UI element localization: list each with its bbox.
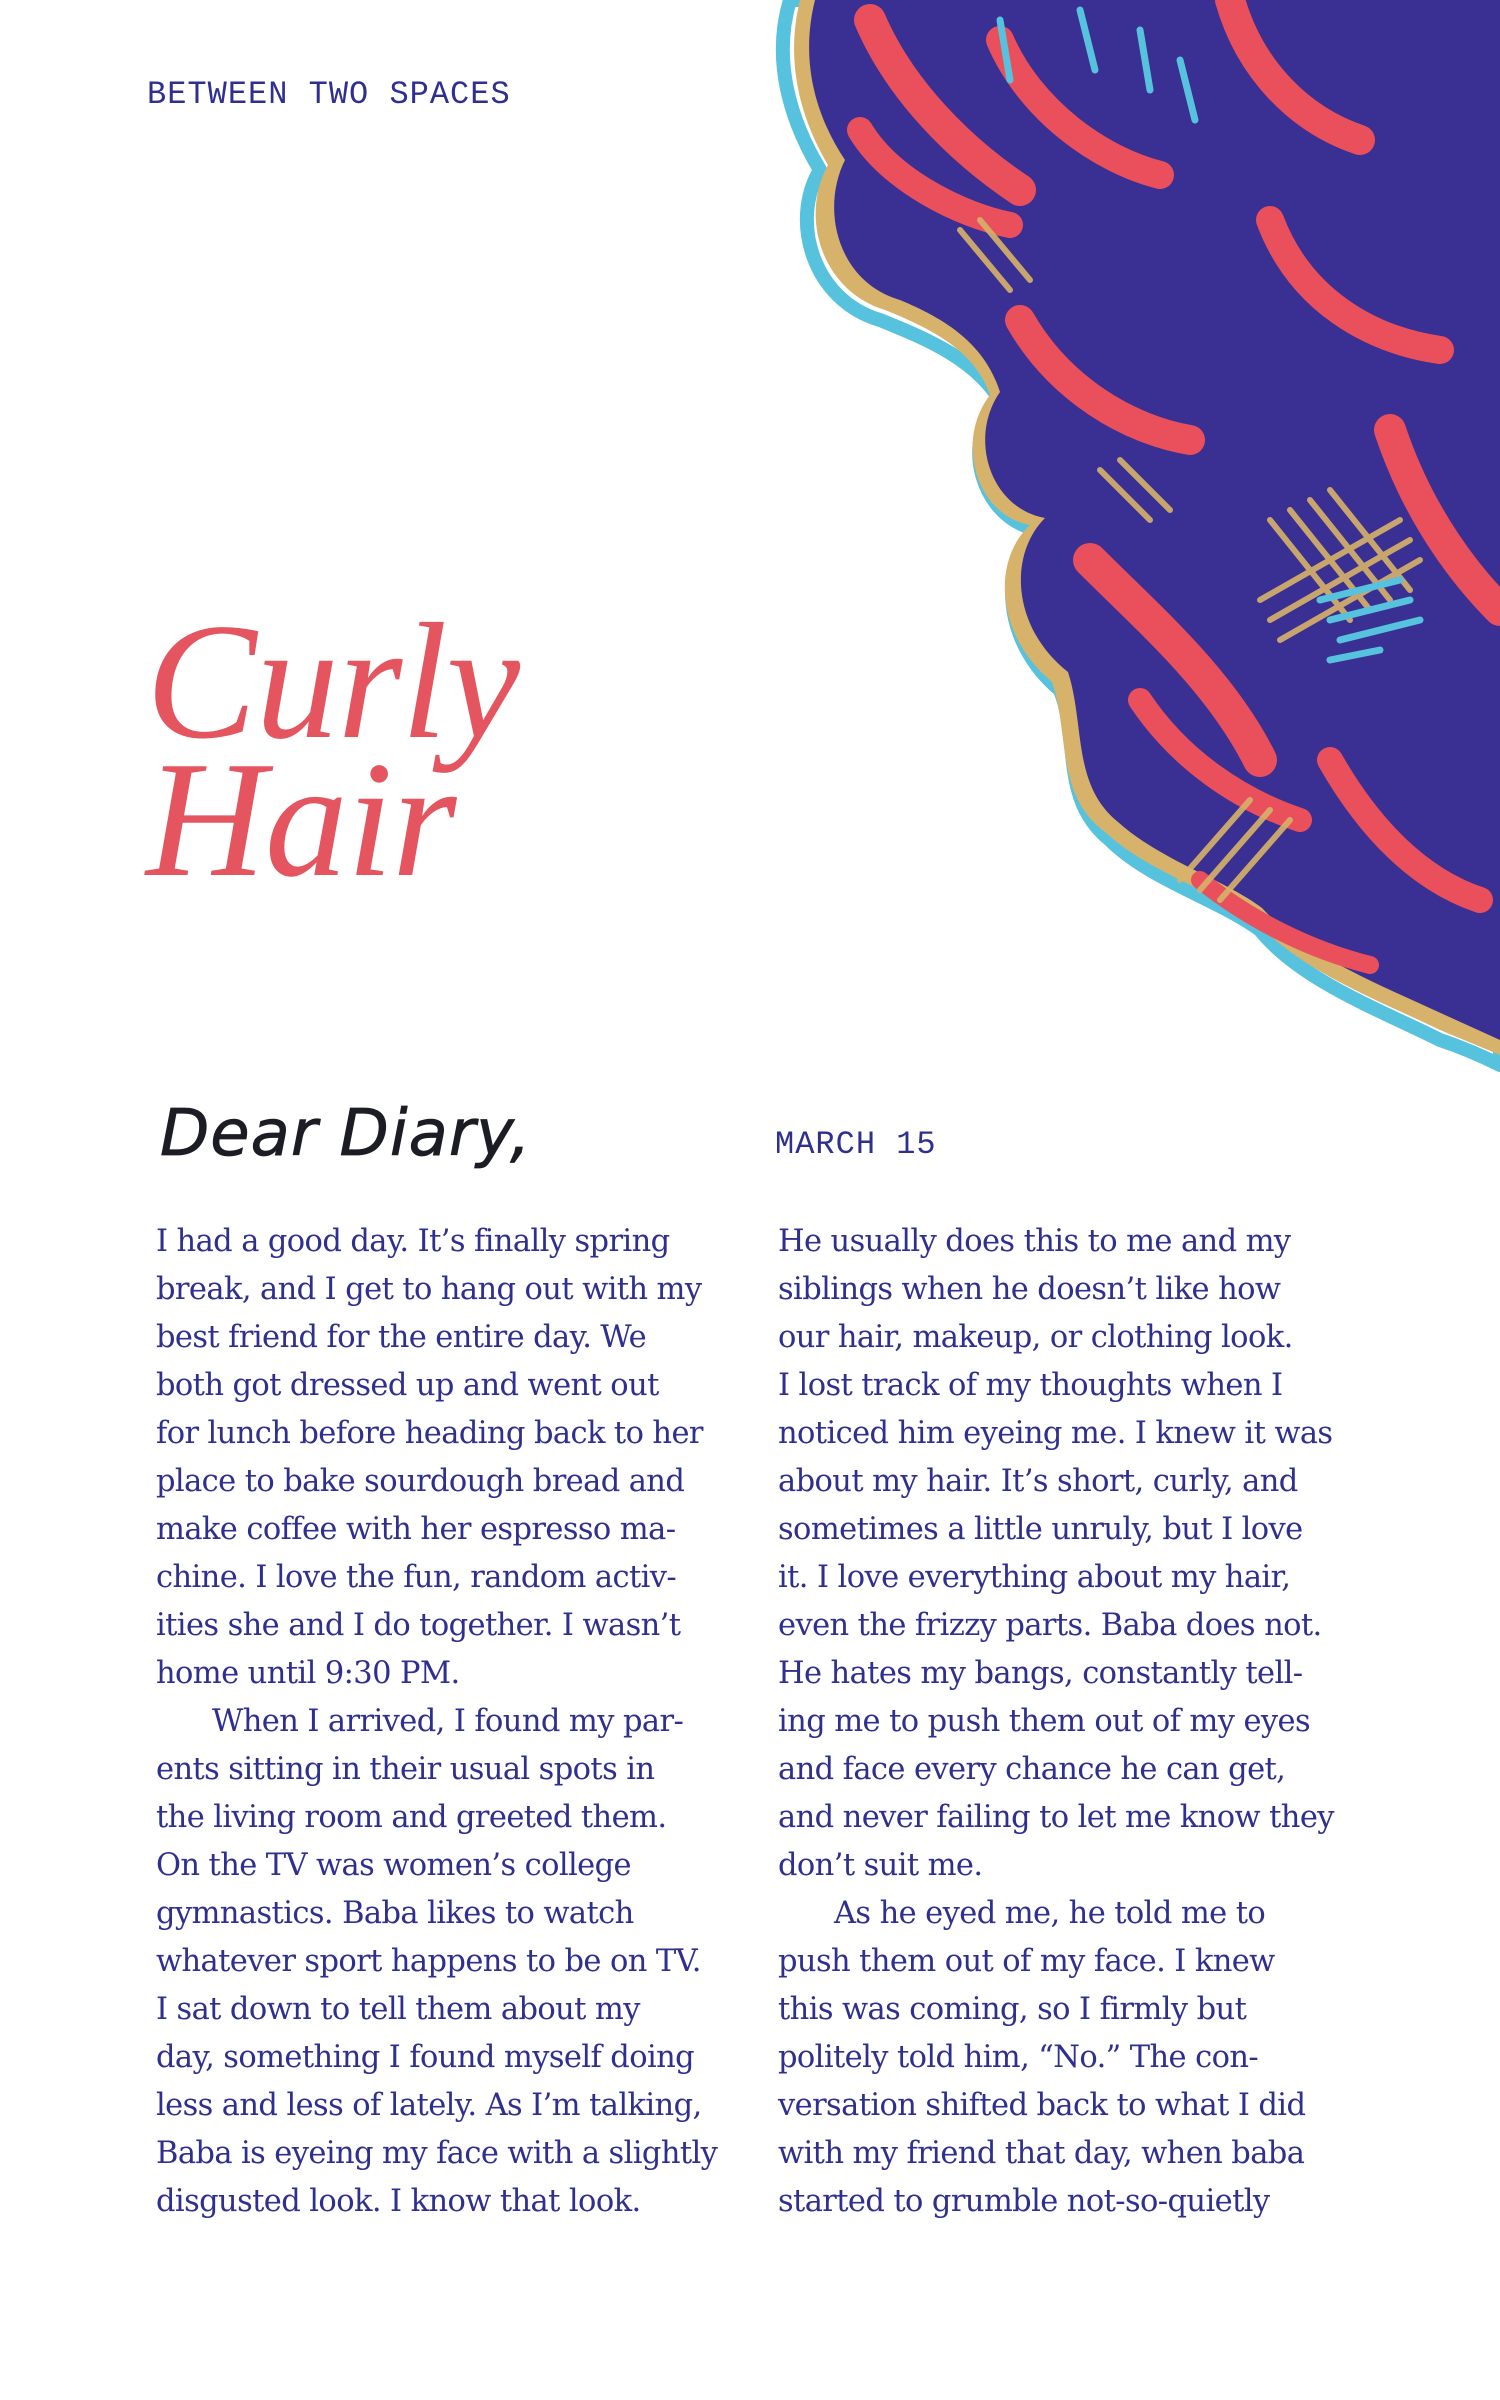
greeting-handwritten [160,1075,620,1205]
body-text-line: day, something I found myself doing [156,2040,695,2075]
body-text-line: started to grumble not-so-quietly [778,2184,1270,2219]
body-text-line: He hates my bangs, constantly tell- [778,1656,1303,1691]
body-column-right [778,1218,1358,2226]
body-text-line: and face every chance he can get, [778,1752,1286,1787]
body-text-line: siblings when he doesn’t like how [778,1272,1281,1307]
body-text-line: noticed him eyeing me. I knew it was [778,1416,1333,1451]
body-text-line: this was coming, so I firmly but [778,1992,1247,2027]
body-text-line: gymnastics. Baba likes to watch [156,1896,634,1931]
body-text-line: about my hair. It’s short, curly, and [778,1464,1298,1499]
body-text-line: our hair, makeup, or clothing look. [778,1320,1293,1355]
body-text-line: and never failing to let me know they [778,1800,1334,1835]
body-text-line: place to bake sourdough bread and [156,1464,685,1499]
body-text-line: I sat down to tell them about my [156,1992,640,2027]
body-text-line: ents sitting in their usual spots in [156,1752,655,1787]
body-text-line: I lost track of my thoughts when I [778,1368,1283,1403]
body-column-left [156,1218,736,2226]
body-text-line: I had a good day. It’s finally spring [156,1224,670,1259]
body-text-line: even the frizzy parts. Baba does not. [778,1608,1322,1643]
body-text-line: whatever sport happens to be on TV. [156,1944,701,1979]
title-line-2: Hair [146,727,456,911]
body-text-line: ities she and I do together. I wasn’t [156,1608,681,1643]
body-text-line: When I arrived, I found my par- [212,1704,684,1739]
body-text-line: less and less of lately. As I’m talking, [156,2088,702,2123]
body-text-line: both got dressed up and went out [156,1368,659,1403]
body-text-line: home until 9:30 PM. [156,1656,460,1691]
body-text-line: make coffee with her espresso ma- [156,1512,676,1547]
body-text-line: don’t suit me. [778,1848,983,1883]
body-text-line: On the TV was women’s college [156,1848,631,1883]
hair-outline-cyan [783,0,1500,1065]
body-text-line: disgusted look. I know that look. [156,2184,641,2219]
body-text-line: Baba is eyeing my face with a slightly [156,2136,718,2171]
article-title [146,589,520,911]
body-text-line: As he eyed me, he told me to [834,1896,1266,1931]
hair-cyan-highlights [1000,10,1420,660]
greeting-text: Dear Diary, [160,1097,532,1171]
entry-date: MARCH 15 [775,1126,937,1163]
body-text-line: sometimes a little unruly, but I love [778,1512,1303,1547]
body-text-line: politely told him, “No.” The con- [778,2040,1259,2075]
title-line-1: Curly [146,589,520,773]
hair-outer-gold [794,0,1500,1055]
body-text-line: best friend for the entire day. We [156,1320,647,1355]
body-text-line: versation shifted back to what I did [778,2088,1306,2123]
body-text-line: the living room and greeted them. [156,1800,667,1835]
body-text-line: for lunch before heading back to her [156,1416,703,1451]
body-text-line: with my friend that day, when baba [778,2136,1305,2171]
body-text-line: push them out of my face. I knew [778,1944,1275,1979]
body-text-line: break, and I get to hang out with my [156,1272,702,1307]
hair-red-curls [860,0,1500,965]
running-head: BETWEEN TWO SPACES [147,76,511,113]
body-text-line: ing me to push them out of my eyes [778,1704,1311,1739]
body-text-line: it. I love everything about my hair, [778,1560,1291,1595]
body-text-line: He usually does this to me and my [778,1224,1291,1259]
hair-gold-hatching [960,220,1420,900]
body-text-line: chine. I love the fun, random activ- [156,1560,677,1595]
hair-main-navy [809,0,1500,1040]
